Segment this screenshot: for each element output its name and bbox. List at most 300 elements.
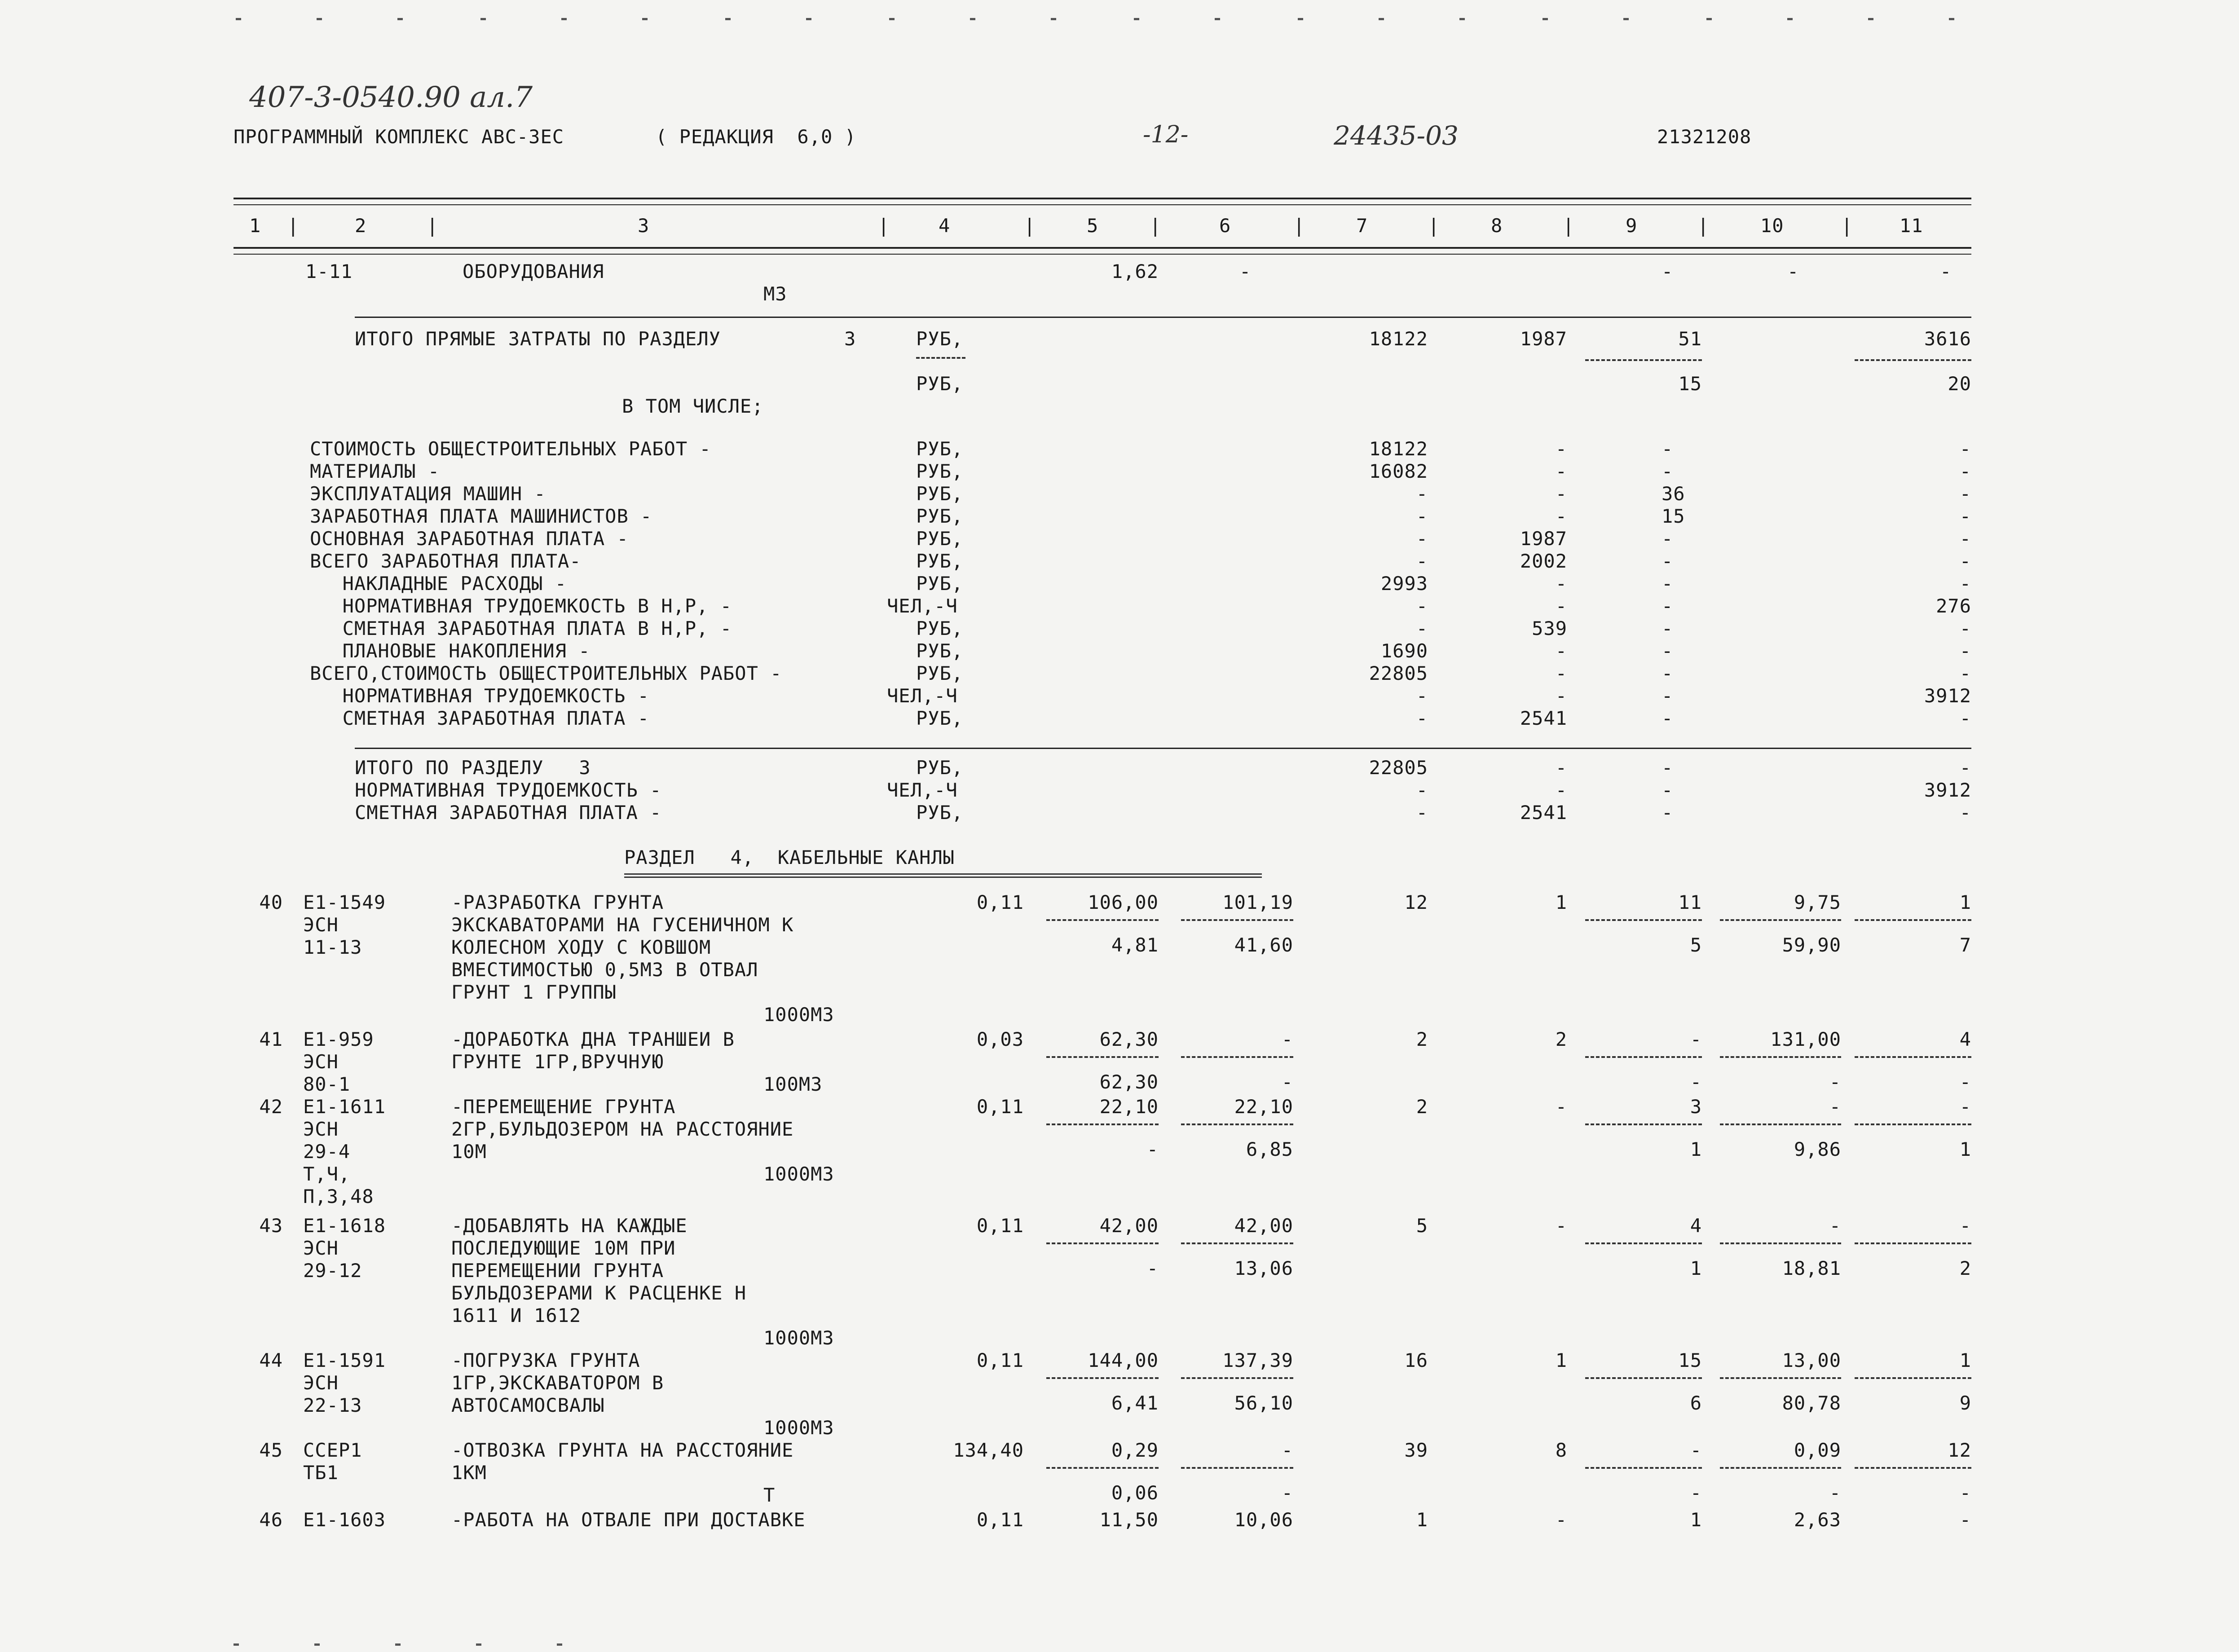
breakdown-c8: 2541 [1520, 707, 1567, 729]
item-code-line: ЭСН [303, 1372, 339, 1394]
section-total-c7: 22805 [1369, 757, 1428, 779]
breakdown-c9: - [1662, 617, 1674, 639]
breakdown-c11: 3912 [1924, 685, 1971, 707]
item-wage-cost: 1 [1555, 891, 1567, 913]
item-number: 40 [259, 891, 283, 913]
breakdown-unit: РУБ, [916, 550, 964, 572]
project-code-handwritten: 24435-03 [1334, 120, 1459, 151]
section-total-c7: - [1416, 802, 1428, 824]
item-machine-cost: 4 [1690, 1215, 1702, 1237]
breakdown-c9: - [1662, 595, 1674, 617]
item-description-line: 1КМ [451, 1462, 487, 1484]
item-labor-norm-b: 80,78 [1782, 1392, 1841, 1414]
item-unit: 1000М3 [763, 1327, 834, 1349]
fraction-rule [1046, 1123, 1159, 1125]
item-unit-price-wage: - [1146, 1138, 1159, 1160]
section-total-c7: - [1416, 779, 1428, 801]
item-description-line: -ОТВОЗКА ГРУНТА НА РАССТОЯНИЕ [451, 1439, 794, 1461]
item-unit: 100М3 [763, 1073, 823, 1095]
breakdown-c7: 22805 [1369, 662, 1428, 684]
item-machine-price: 137,39 [1222, 1349, 1293, 1371]
breakdown-c9: - [1662, 685, 1674, 707]
item-labor-total: 4 [1959, 1028, 1971, 1050]
item-wage-cost: - [1555, 1096, 1567, 1118]
col-header-2: 2 [355, 215, 367, 237]
breakdown-unit: ЧЕЛ,-Ч [887, 595, 958, 617]
totals-c11b: 20 [1948, 373, 1971, 395]
item-code-line: E1-1603 [303, 1509, 386, 1531]
edition-label: ( РЕДАКЦИЯ 6,0 ) [656, 126, 856, 148]
item-unit: 1000М3 [763, 1004, 834, 1026]
item-labor-total: - [1959, 1096, 1971, 1118]
item-labor-total: - [1959, 1215, 1971, 1237]
item-labor-total-b: 7 [1959, 934, 1971, 956]
breakdown-label: НОРМАТИВНАЯ ТРУДОЕМКОСТЬ - [319, 685, 650, 707]
breakdown-label: ОСНОВНАЯ ЗАРАБОТНАЯ ПЛАТА - [310, 528, 629, 550]
item-unit-price: 11,50 [1099, 1509, 1159, 1531]
item-description-line: АВТОСАМОСВАЛЫ [451, 1394, 605, 1416]
breakdown-c11: - [1959, 707, 1971, 729]
item-machine-price: - [1281, 1028, 1293, 1050]
breakdown-c7: 18122 [1369, 438, 1428, 460]
breakdown-unit: РУБ, [916, 528, 964, 550]
item-code-line: ЭСН [303, 1118, 339, 1140]
item-labor-norm-b: 18,81 [1782, 1257, 1841, 1279]
item-code-line: ЭСН [303, 1237, 339, 1259]
row-c5: 1,62 [1111, 260, 1159, 282]
item-labor-norm-b: 59,90 [1782, 934, 1841, 956]
col-sep: | [1697, 215, 1710, 237]
item-description-line: 10М [451, 1141, 487, 1163]
item-labor-norm-b: - [1829, 1482, 1841, 1504]
item-machine-cost: - [1690, 1028, 1702, 1050]
item-labor-norm: 13,00 [1782, 1349, 1841, 1371]
breakdown-c7: - [1416, 685, 1428, 707]
breakdown-c9: - [1662, 640, 1674, 662]
item-unit-price: 144,00 [1088, 1349, 1159, 1371]
item-unit: Т [763, 1484, 776, 1506]
program-name: ПРОГРАММНЫЙ КОМПЛЕКС АВС-ЗЕС [234, 126, 564, 148]
item-labor-norm: - [1829, 1096, 1841, 1118]
fraction-rule [1720, 1056, 1841, 1058]
item-labor-norm-b: - [1829, 1071, 1841, 1093]
c11-fraction-rule [1855, 359, 1971, 361]
item-description-line: 1ГР,ЭКСКАВАТОРОМ В [451, 1372, 664, 1394]
item-unit-price-wage: 62,30 [1099, 1071, 1159, 1093]
totals-rule [355, 317, 1971, 318]
totals-c9: 51 [1678, 328, 1702, 350]
breakdown-unit: РУБ, [916, 573, 964, 595]
breakdown-unit: РУБ, [916, 505, 964, 527]
section-total-rule [355, 748, 1971, 749]
breakdown-label: ЭКСПЛУАТАЦИЯ МАШИН - [310, 483, 546, 505]
breakdown-c11: - [1959, 573, 1971, 595]
fraction-rule [1855, 1123, 1971, 1125]
breakdown-c11: - [1959, 640, 1971, 662]
item-description-line: БУЛЬДОЗЕРАМИ К РАСЦЕНКЕ Н [451, 1282, 747, 1304]
item-machine-wage: 41,60 [1234, 934, 1293, 956]
item-machine-cost: 11 [1678, 891, 1702, 913]
fraction-rule [1585, 1123, 1702, 1125]
breakdown-c11: - [1959, 460, 1971, 482]
row-c10: - [1787, 260, 1799, 282]
fraction-rule [1046, 1242, 1159, 1244]
breakdown-c7: 1690 [1380, 640, 1428, 662]
item-quantity: 0,11 [976, 1215, 1024, 1237]
item-description-line: 2ГР,БУЛЬДОЗЕРОМ НА РАССТОЯНИЕ [451, 1118, 794, 1140]
item-unit-price-wage: 6,41 [1111, 1392, 1159, 1414]
col-header-9: 9 [1626, 215, 1638, 237]
item-quantity: 0,11 [976, 1509, 1024, 1531]
breakdown-c11: - [1959, 662, 1971, 684]
item-description-line: -ПОГРУЗКА ГРУНТА [451, 1349, 640, 1371]
col-header-5: 5 [1087, 215, 1099, 237]
totals-c9b: 15 [1678, 373, 1702, 395]
breakdown-c7: - [1416, 528, 1428, 550]
item-description-line: ПОСЛЕДУЮЩИЕ 10М ПРИ [451, 1237, 676, 1259]
item-unit-price-wage: - [1146, 1257, 1159, 1279]
fraction-rule [1585, 1377, 1702, 1379]
item-total-cost: 1 [1416, 1509, 1428, 1531]
breakdown-c7: - [1416, 483, 1428, 505]
row-code: 1-11 [305, 260, 353, 282]
row-unit: МЗ [763, 283, 787, 305]
section-4-title: РАЗДЕЛ 4, КАБЕЛЬНЫЕ КАНЛЫ [624, 846, 955, 868]
section-total-c9: - [1662, 779, 1674, 801]
item-code-line: 11-13 [303, 936, 362, 958]
fraction-rule [1181, 1056, 1293, 1058]
header-bottom-rule-2 [234, 254, 1971, 255]
breakdown-unit: РУБ, [916, 460, 964, 482]
col-sep: | [1024, 215, 1036, 237]
row-c9: - [1662, 260, 1674, 282]
item-unit-price-wage: 0,06 [1111, 1482, 1159, 1504]
breakdown-c7: 2993 [1380, 573, 1428, 595]
item-machine-price: 10,06 [1234, 1509, 1293, 1531]
fraction-rule [1181, 1242, 1293, 1244]
item-quantity: 134,40 [953, 1439, 1024, 1461]
item-machine-cost: - [1690, 1439, 1702, 1461]
breakdown-label: СМЕТНАЯ ЗАРАБОТНАЯ ПЛАТА - [319, 707, 650, 729]
fraction-rule [1720, 1123, 1841, 1125]
item-description-line: КОЛЕСНОМ ХОДУ С КОВШОМ [451, 936, 711, 958]
col-header-1: 1 [249, 215, 261, 237]
breakdown-c8: - [1555, 573, 1567, 595]
item-total-cost: 16 [1404, 1349, 1428, 1371]
item-description-line: -РАБОТА НА ОТВАЛЕ ПРИ ДОСТАВКЕ [451, 1509, 806, 1531]
breakdown-c9: - [1662, 707, 1674, 729]
col-header-10: 10 [1760, 215, 1784, 237]
col-separators: | [287, 215, 300, 237]
totals-unit: РУБ, [916, 328, 964, 350]
item-machine-price: 22,10 [1234, 1096, 1293, 1118]
fraction-rule [1585, 1242, 1702, 1244]
col-header-4: 4 [939, 215, 951, 237]
fraction-rule [1720, 1377, 1841, 1379]
item-code-line: E1-1549 [303, 891, 386, 913]
section-total-c9: - [1662, 802, 1674, 824]
document-number: 21321208 [1657, 126, 1752, 148]
page-number: -12- [1143, 121, 1189, 148]
item-unit-price: 22,10 [1099, 1096, 1159, 1118]
item-unit-price: 106,00 [1088, 891, 1159, 913]
row-c6: - [1239, 260, 1252, 282]
fraction-rule [1585, 1056, 1702, 1058]
item-description-line: -РАЗРАБОТКА ГРУНТА [451, 891, 664, 913]
fraction-rule [1046, 1467, 1159, 1469]
col-sep: | [1841, 215, 1853, 237]
item-description-line: ГРУНТЕ 1ГР,ВРУЧНУЮ [451, 1051, 664, 1073]
item-description-line: -ДОРАБОТКА ДНА ТРАНШЕИ В [451, 1028, 735, 1050]
item-code-line: ТБ1 [303, 1462, 339, 1484]
item-machine-wage-cost: 1 [1690, 1138, 1702, 1160]
item-total-cost: 12 [1404, 891, 1428, 913]
breakdown-label: ЗАРАБОТНАЯ ПЛАТА МАШИНИСТОВ - [310, 505, 652, 527]
breakdown-c8: - [1555, 483, 1567, 505]
breakdown-c11: - [1959, 617, 1971, 639]
breakdown-label: ВСЕГО ЗАРАБОТНАЯ ПЛАТА- [310, 550, 582, 572]
item-number: 43 [259, 1215, 283, 1237]
breakdown-c9: - [1662, 528, 1674, 550]
col-sep: | [878, 215, 890, 237]
item-unit: 1000М3 [763, 1163, 834, 1185]
item-wage-cost: 1 [1555, 1349, 1567, 1371]
item-code-line: ЭСН [303, 1051, 339, 1073]
item-machine-wage-cost: - [1690, 1482, 1702, 1504]
breakdown-unit: РУБ, [916, 640, 964, 662]
breakdown-c7: - [1416, 595, 1428, 617]
item-labor-total: 1 [1959, 891, 1971, 913]
item-machine-cost: 15 [1678, 1349, 1702, 1371]
section-total-label: НОРМАТИВНАЯ ТРУДОЕМКОСТЬ - [355, 779, 662, 801]
item-machine-wage-cost: - [1690, 1071, 1702, 1093]
col-header-11: 11 [1900, 215, 1923, 237]
item-code-line: E1-1591 [303, 1349, 386, 1371]
fraction-rule [1720, 1467, 1841, 1469]
breakdown-c8: 1987 [1520, 528, 1567, 550]
breakdown-label: ВСЕГО,СТОИМОСТЬ ОБЩЕСТРОИТЕЛЬНЫХ РАБОТ - [310, 662, 782, 684]
col-header-7: 7 [1356, 215, 1368, 237]
item-labor-norm-b: 9,86 [1794, 1138, 1841, 1160]
breakdown-c11: - [1959, 483, 1971, 505]
breakdown-c9: 36 [1662, 483, 1685, 505]
section-total-unit: ЧЕЛ,-Ч [887, 779, 958, 801]
item-total-cost: 39 [1404, 1439, 1428, 1461]
totals-unit-2: РУБ, [916, 373, 964, 395]
breakdown-c9: 15 [1662, 505, 1685, 527]
section-total-c8: 2541 [1520, 802, 1567, 824]
section-total-c8: - [1555, 757, 1567, 779]
item-machine-cost: 1 [1690, 1509, 1702, 1531]
item-code-line: 22-13 [303, 1394, 362, 1416]
item-quantity: 0,11 [976, 891, 1024, 913]
item-labor-total-b: - [1959, 1482, 1971, 1504]
item-total-cost: 5 [1416, 1215, 1428, 1237]
item-machine-price: 101,19 [1222, 891, 1293, 913]
item-code-line: 80-1 [303, 1073, 351, 1095]
breakdown-c9: - [1662, 460, 1674, 482]
col-sep: | [1293, 215, 1305, 237]
breakdown-c8: - [1555, 438, 1567, 460]
item-wage-cost: - [1555, 1509, 1567, 1531]
item-labor-norm: - [1829, 1215, 1841, 1237]
item-number: 41 [259, 1028, 283, 1050]
col-sep: | [1150, 215, 1162, 237]
breakdown-c8: - [1555, 685, 1567, 707]
fraction-rule [1855, 1377, 1971, 1379]
item-description-line: 1611 И 1612 [451, 1304, 582, 1326]
col-header-6: 6 [1219, 215, 1231, 237]
breakdown-c11: - [1959, 550, 1971, 572]
item-unit-price: 42,00 [1099, 1215, 1159, 1237]
breakdown-c8: 2002 [1520, 550, 1567, 572]
totals-c11: 3616 [1924, 328, 1971, 350]
section-total-label: ИТОГО ПО РАЗДЕЛУ 3 [355, 757, 591, 779]
item-quantity: 0,03 [976, 1028, 1024, 1050]
item-labor-total: 12 [1948, 1439, 1971, 1461]
item-machine-cost: 3 [1690, 1096, 1702, 1118]
breakdown-c8: - [1555, 595, 1567, 617]
breakdown-c8: - [1555, 505, 1567, 527]
unit-underline [916, 357, 965, 359]
fraction-rule [1720, 919, 1841, 921]
section-total-label: СМЕТНАЯ ЗАРАБОТНАЯ ПЛАТА - [355, 802, 662, 824]
fraction-rule [1181, 919, 1293, 921]
fraction-rule [1046, 1377, 1159, 1379]
item-machine-wage: 13,06 [1234, 1257, 1293, 1279]
item-description-line: ГРУНТ 1 ГРУППЫ [451, 981, 617, 1003]
section-total-c11: 3912 [1924, 779, 1971, 801]
fraction-rule [1720, 1242, 1841, 1244]
fraction-rule [1855, 919, 1971, 921]
breakdown-unit: РУБ, [916, 438, 964, 460]
section-total-unit: РУБ, [916, 802, 964, 824]
item-labor-total: 1 [1959, 1349, 1971, 1371]
breakdown-c11: - [1959, 528, 1971, 550]
breakdown-c9: - [1662, 662, 1674, 684]
breakdown-c11: - [1959, 438, 1971, 460]
item-description-line: ЭКСКАВАТОРАМИ НА ГУСЕНИЧНОМ К [451, 914, 794, 936]
fraction-rule [1046, 919, 1159, 921]
item-code-line: Т,Ч, [303, 1163, 351, 1185]
breakdown-c11: 276 [1936, 595, 1971, 617]
item-machine-wage-cost: 5 [1690, 934, 1702, 956]
col-sep: | [427, 215, 439, 237]
breakdown-c7: - [1416, 550, 1428, 572]
totals-c7: 18122 [1369, 328, 1428, 350]
fraction-rule [1181, 1123, 1293, 1125]
header-bottom-rule [234, 247, 1971, 249]
item-machine-wage: 56,10 [1234, 1392, 1293, 1414]
item-machine-price: - [1281, 1439, 1293, 1461]
fraction-rule [1855, 1242, 1971, 1244]
item-labor-total: - [1959, 1509, 1971, 1531]
including-label: В ТОМ ЧИСЛЕ; [622, 395, 764, 417]
col-sep: | [1563, 215, 1575, 237]
breakdown-c8: 539 [1532, 617, 1567, 639]
item-labor-norm: 2,63 [1794, 1509, 1841, 1531]
item-total-cost: 2 [1416, 1096, 1428, 1118]
breakdown-c7: - [1416, 707, 1428, 729]
row-c11: - [1940, 260, 1952, 282]
breakdown-label: НОРМАТИВНАЯ ТРУДОЕМКОСТЬ В Н,Р, - [319, 595, 732, 617]
item-quantity: 0,11 [976, 1349, 1024, 1371]
section-total-unit: РУБ, [916, 757, 964, 779]
breakdown-unit: РУБ, [916, 617, 964, 639]
item-code-line: E1-1611 [303, 1096, 386, 1118]
item-quantity: 0,11 [976, 1096, 1024, 1118]
breakdown-c7: - [1416, 617, 1428, 639]
item-machine-price: 42,00 [1234, 1215, 1293, 1237]
item-machine-wage: 6,85 [1246, 1138, 1293, 1160]
item-number: 44 [259, 1349, 283, 1371]
breakdown-c11: - [1959, 505, 1971, 527]
breakdown-unit: РУБ, [916, 707, 964, 729]
section-title-underline [624, 873, 1262, 878]
item-description-line: ВМЕСТИМОСТЬЮ 0,5М3 В ОТВАЛ [451, 959, 758, 981]
breakdown-unit: РУБ, [916, 483, 964, 505]
item-labor-total-b: - [1959, 1071, 1971, 1093]
breakdown-unit: ЧЕЛ,-Ч [887, 685, 958, 707]
item-machine-wage: - [1281, 1071, 1293, 1093]
header-top-rule [234, 198, 1971, 199]
totals-section: 3 [844, 328, 856, 350]
item-number: 45 [259, 1439, 283, 1461]
item-description-line: -ПЕРЕМЕЩЕНИЕ ГРУНТА [451, 1096, 676, 1118]
section-total-c9: - [1662, 757, 1674, 779]
item-code-line: 29-12 [303, 1260, 362, 1282]
item-code-line: П,3,48 [303, 1185, 374, 1207]
breakdown-label: СМЕТНАЯ ЗАРАБОТНАЯ ПЛАТА В Н,Р, - [319, 617, 732, 639]
item-machine-wage: - [1281, 1482, 1293, 1504]
item-wage-cost: - [1555, 1215, 1567, 1237]
totals-c8: 1987 [1520, 328, 1567, 350]
fraction-rule [1855, 1467, 1971, 1469]
item-number: 46 [259, 1509, 283, 1531]
row-description: ОБОРУДОВАНИЯ [463, 260, 604, 282]
document-code-handwritten: 407-3-0540.90 ал.7 [249, 81, 533, 114]
item-code-line: E1-1618 [303, 1215, 386, 1237]
item-unit-price: 0,29 [1111, 1439, 1159, 1461]
c9-fraction-rule [1585, 359, 1702, 361]
col-sep: | [1428, 215, 1440, 237]
breakdown-c9: - [1662, 438, 1674, 460]
col-header-3: 3 [638, 215, 650, 237]
breakdown-c9: - [1662, 550, 1674, 572]
breakdown-c9: - [1662, 573, 1674, 595]
fraction-rule [1046, 1056, 1159, 1058]
breakdown-c8: - [1555, 662, 1567, 684]
breakdown-label: ПЛАНОВЫЕ НАКОПЛЕНИЯ - [319, 640, 591, 662]
item-total-cost: 2 [1416, 1028, 1428, 1050]
item-machine-wage-cost: 6 [1690, 1392, 1702, 1414]
item-labor-total-b: 1 [1959, 1138, 1971, 1160]
breakdown-c7: - [1416, 505, 1428, 527]
section-total-c11: - [1959, 802, 1971, 824]
item-unit-price: 62,30 [1099, 1028, 1159, 1050]
fraction-rule [1585, 919, 1702, 921]
breakdown-label: НАКЛАДНЫЕ РАСХОДЫ - [319, 573, 567, 595]
breakdown-label: МАТЕРИАЛЫ - [310, 460, 440, 482]
breakdown-label: СТОИМОСТЬ ОБЩЕСТРОИТЕЛЬНЫХ РАБОТ - [310, 438, 711, 460]
item-unit-price-wage: 4,81 [1111, 934, 1159, 956]
section-total-c8: - [1555, 779, 1567, 801]
section-total-c11: - [1959, 757, 1971, 779]
item-wage-cost: 2 [1555, 1028, 1567, 1050]
breakdown-c8: - [1555, 640, 1567, 662]
item-labor-total-b: 9 [1959, 1392, 1971, 1414]
item-description-line: ПЕРЕМЕЩЕНИИ ГРУНТА [451, 1260, 664, 1282]
